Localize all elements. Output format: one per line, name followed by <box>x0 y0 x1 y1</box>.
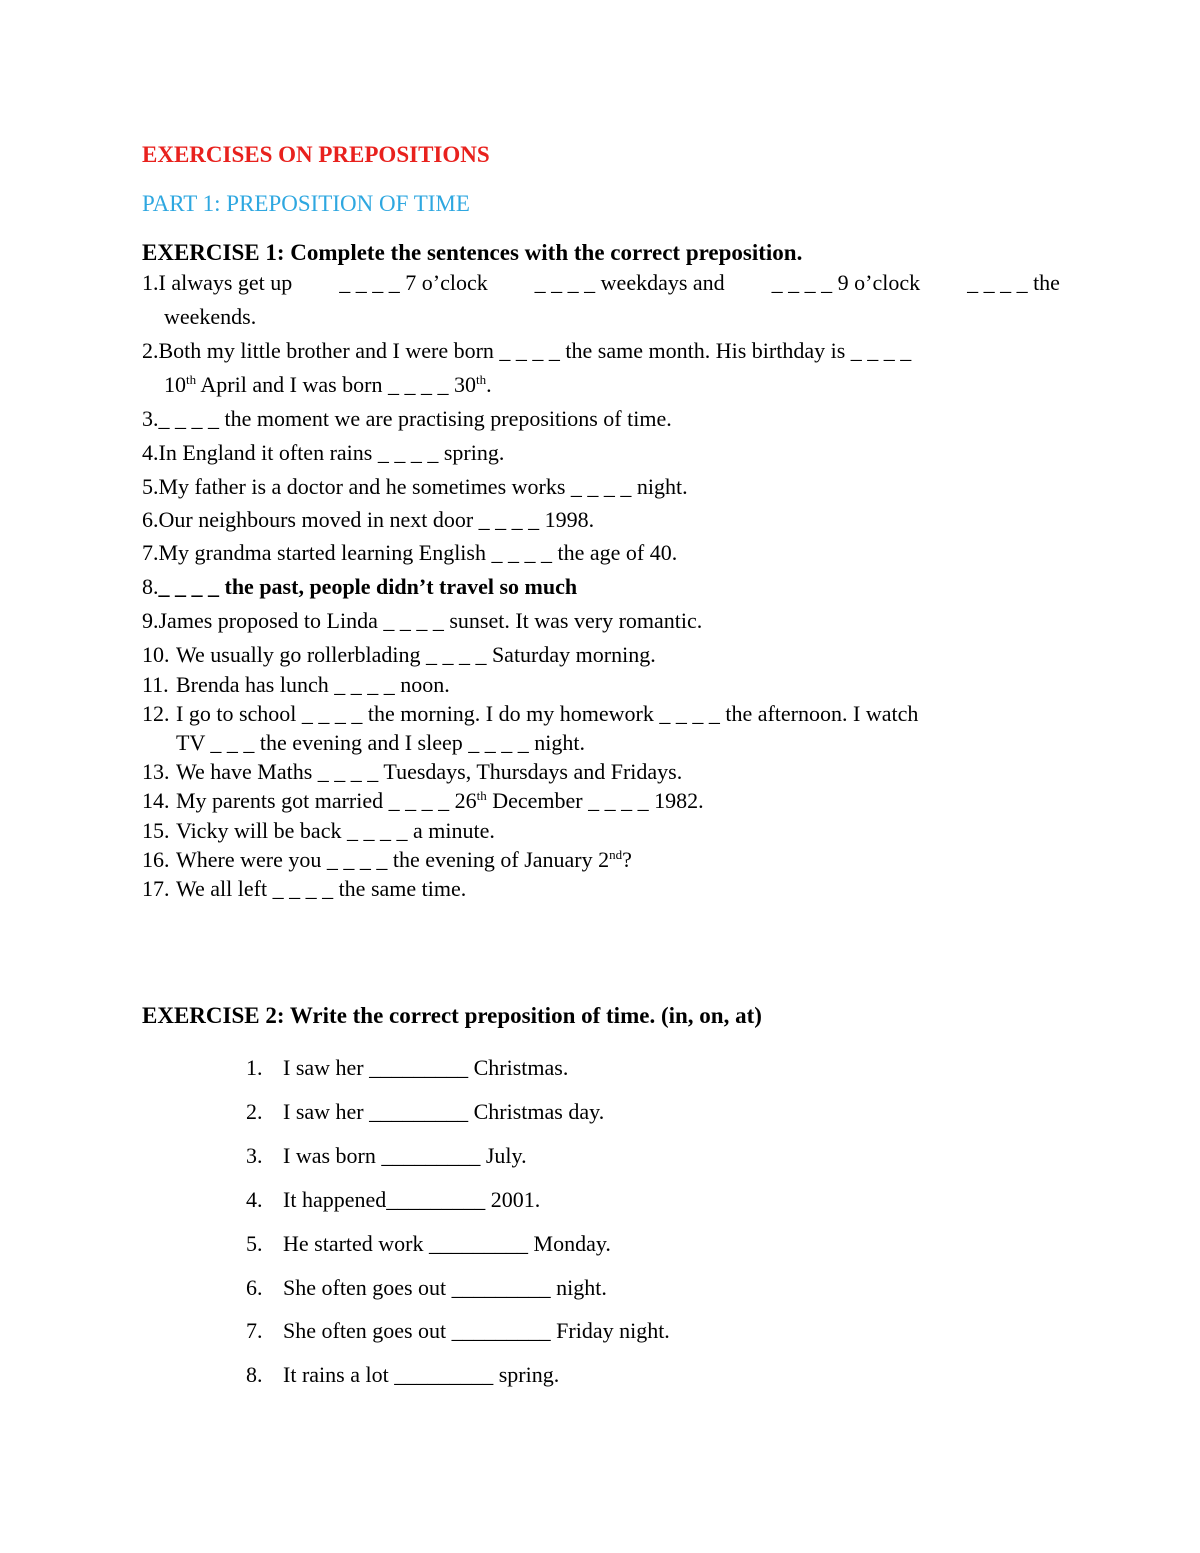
item-number: 6. <box>142 507 159 532</box>
exercise-1-item-10 <box>142 640 1060 669</box>
exercise-1-item-17 <box>142 874 1060 903</box>
item-text: My parents got married _ _ _ _ 26 <box>176 788 477 813</box>
exercise-2-label: EXERCISE 2: <box>142 1003 285 1028</box>
exercise-1-item-11 <box>142 670 1060 699</box>
exercise-2-item-5 <box>246 1231 611 1257</box>
exercise-2-item-6 <box>246 1275 607 1301</box>
item-number: 10. <box>142 642 170 667</box>
item-text: April and I was born _ _ _ _ 30 <box>196 372 476 397</box>
item-1-line-1 <box>142 268 1060 297</box>
item-text: Both my little brother and I were born _ _ _ _ the same month. His birthday is _ _ _ _ <box>158 338 912 363</box>
exercise-1-item-15 <box>142 816 1060 845</box>
item-number: 4. <box>142 440 159 465</box>
item-text: We all left _ _ _ _ the same time. <box>176 876 467 901</box>
item-text: _ _ _ _ the past, people didn’t travel so much <box>158 574 578 599</box>
item-number: 8. <box>246 1362 263 1387</box>
exercise-2-instruction: Write the correct preposition of time. (in, on, at) <box>284 1003 762 1028</box>
item-number: 6. <box>246 1275 263 1300</box>
item-number: 9. <box>142 608 159 633</box>
exercise-2-item-8 <box>246 1362 559 1388</box>
item-text: My grandma started learning English _ _ _ _ the age of 40. <box>158 540 678 565</box>
exercise-1-item-1 <box>142 268 1060 331</box>
exercise-1-item-12 <box>142 699 1060 757</box>
exercise-1-label: EXERCISE 1: <box>142 240 285 265</box>
item-number: 3. <box>246 1143 263 1168</box>
item-text: In England it often rains _ _ _ _ spring. <box>158 440 505 465</box>
ordinal-suffix: th <box>475 372 487 387</box>
item-text: He started work _________ Monday. <box>283 1231 611 1256</box>
item-number: 15. <box>142 818 170 843</box>
item-text: It rains a lot _________ spring. <box>283 1362 560 1387</box>
item-text: She often goes out _________ night. <box>283 1275 607 1300</box>
item-text: _ _ _ _ weekdays and <box>534 270 725 295</box>
item-text: _ _ _ _ the moment we are practising prepositions of time. <box>158 406 672 431</box>
exercise-1-item-14 <box>142 786 1060 815</box>
exercise-1-item-5 <box>142 472 1060 501</box>
exercise-1-item-8 <box>142 572 1060 601</box>
page-title: EXERCISES ON PREPOSITIONS <box>142 142 490 167</box>
item-text: . <box>486 372 492 397</box>
item-text: Our neighbours moved in next door _ _ _ _ 1998. <box>158 507 595 532</box>
exercise-2-item-1 <box>246 1055 568 1081</box>
exercise-1-instruction: Complete the sentences with the correct preposition. <box>284 240 803 265</box>
item-text: We usually go rollerblading _ _ _ _ Saturday morning. <box>176 642 656 667</box>
part-heading: PART 1: PREPOSITION OF TIME <box>142 191 470 216</box>
item-number: 11. <box>142 672 169 697</box>
item-number: 17. <box>142 876 170 901</box>
item-1-line-2: weekends. <box>164 304 257 329</box>
ordinal-suffix: th <box>476 788 487 803</box>
item-text: I always get up <box>158 270 293 295</box>
item-text: 10 <box>164 372 186 397</box>
exercise-1-item-6 <box>142 505 1060 534</box>
item-number: 2. <box>142 338 159 363</box>
exercise-1-item-9 <box>142 606 1060 635</box>
exercise-1-item-4 <box>142 438 1060 467</box>
item-text: Vicky will be back _ _ _ _ a minute. <box>176 818 495 843</box>
item-text: ? <box>622 847 632 872</box>
item-text: _ _ _ _ the <box>967 270 1060 295</box>
item-text: We have Maths _ _ _ _ Tuesdays, Thursdays and Fridays. <box>176 759 683 784</box>
ordinal-suffix: nd <box>609 847 623 862</box>
item-number: 3. <box>142 406 159 431</box>
exercise-2-item-7 <box>246 1318 670 1344</box>
item-number: 12. <box>142 701 170 726</box>
exercise-1-item-13 <box>142 757 1060 786</box>
item-text: She often goes out _________ Friday night. <box>283 1318 670 1343</box>
item-number: 13. <box>142 759 170 784</box>
item-number: 5. <box>246 1231 263 1256</box>
item-number: 16. <box>142 847 170 872</box>
exercise-1-item-7 <box>142 538 1060 567</box>
item-number: 4. <box>246 1187 263 1212</box>
item-text: I saw her _________ Christmas. <box>283 1055 569 1080</box>
item-text: _ _ _ _ 9 o’clock <box>771 270 921 295</box>
item-text: James proposed to Linda _ _ _ _ sunset. It was very romantic. <box>158 608 703 633</box>
item-text: My father is a doctor and he sometimes works _ _ _ _ night. <box>158 474 688 499</box>
item-text: It happened_________ 2001. <box>283 1187 541 1212</box>
item-text: I go to school _ _ _ _ the morning. I do my homework _ _ _ _ the afternoon. I watch <box>176 701 919 726</box>
item-number: 7. <box>142 540 159 565</box>
exercise-2-item-3 <box>246 1143 527 1169</box>
item-number: 2. <box>246 1099 263 1124</box>
item-number: 1. <box>246 1055 263 1080</box>
item-text: _ _ _ _ 7 o’clock <box>339 270 488 295</box>
exercise-1-item-16 <box>142 845 1060 874</box>
exercise-2-item-2 <box>246 1099 604 1125</box>
item-number: 5. <box>142 474 159 499</box>
item-text: Where were you _ _ _ _ the evening of January 2 <box>176 847 610 872</box>
item-text: I was born _________ July. <box>283 1143 527 1168</box>
ordinal-suffix: th <box>186 372 197 387</box>
item-2-line-2 <box>142 370 1060 399</box>
exercise-1-heading <box>142 240 802 266</box>
item-text: December _ _ _ _ 1982. <box>486 788 704 813</box>
item-number: 1. <box>142 270 159 295</box>
item-number: 7. <box>246 1318 263 1343</box>
exercise-1-item-3 <box>142 404 1060 433</box>
item-text: Brenda has lunch _ _ _ _ noon. <box>176 672 450 697</box>
item-number: 8. <box>142 574 159 599</box>
exercise-2-heading <box>142 1003 762 1029</box>
item-number: 14. <box>142 788 170 813</box>
item-12-line-2: TV _ _ _ the evening and I sleep _ _ _ _ night. <box>176 730 585 755</box>
exercise-2-item-4 <box>246 1187 540 1213</box>
item-text: I saw her _________ Christmas day. <box>283 1099 605 1124</box>
exercise-1-item-2 <box>142 336 1060 399</box>
